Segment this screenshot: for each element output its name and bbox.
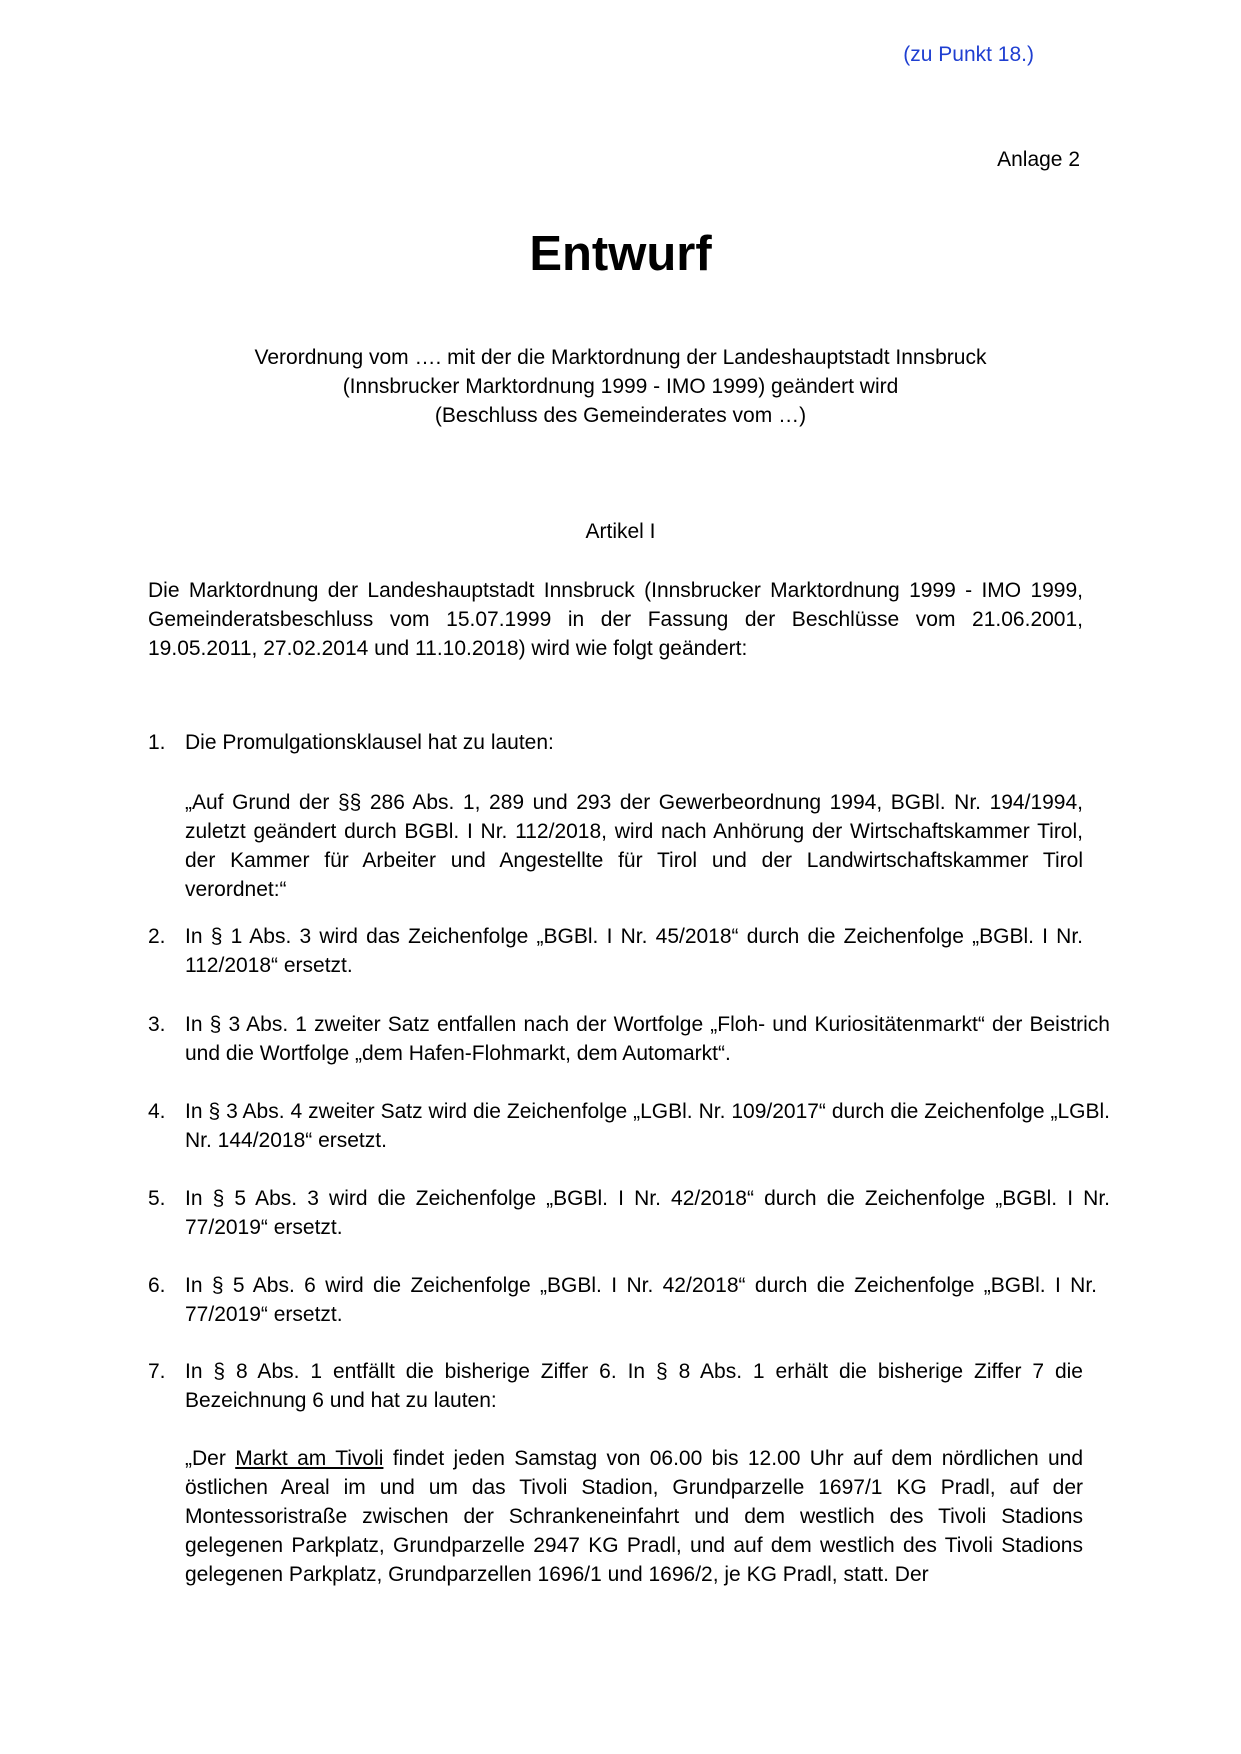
list-item: [148, 1184, 1110, 1242]
list-item: [148, 1097, 1110, 1155]
list-item: [148, 922, 1110, 980]
list-item: [148, 1357, 1110, 1415]
list-item-text: Die Promulgationsklausel hat zu lauten:: [185, 731, 554, 754]
market-quote-text: findet jeden Samstag von 06.00 bis 12.00 Uhr auf dem nördlichen und östlichen Areal im und um das Tivoli Stadion, Grundparzelle 1697/1 KG Pradl, auf der Montessoristraße zwischen der Schrankeneinfahrt und dem westlich des Tivoli Stadions gelegenen Parkplatz, Grundparzelle 2947 KG Pradl, und auf dem westlich des Tivoli Stadions gelegenen Parkplatz, Grundparzellen 1696/1 und 1696/2, je KG Pradl, statt. Der: [185, 1447, 1084, 1586]
list-item-number: 6.: [148, 1274, 166, 1297]
promulgation-quote: „Auf Grund der §§ 286 Abs. 1, 289 und 293 der Gewerbeordnung 1994, BGBl. Nr. 194/1994, zuletzt geändert durch BGBl. I Nr. 112/2018, wird nach Anhörung der Wirtschaftskammer Tirol, der Kammer für Arbeiter und Angestellte für Tirol und der Landwirtschaftskammer Tirol verordnet:“: [185, 791, 1083, 901]
market-quote: [185, 1444, 1083, 1589]
article-intro: Die Marktordnung der Landeshauptstadt Innsbruck (Innsbrucker Marktordnung 1999 - IMO 1999, Gemeinderatsbeschluss vom 15.07.1999 in der Fassung der Beschlüsse vom 21.06.2001, 19.05.2011, 27.02.2014 und 11.10.2018) wird wie folgt geändert:: [148, 579, 1083, 660]
reference-note: (zu Punkt 18.): [903, 43, 1034, 66]
list-item: [148, 728, 1110, 757]
list-item-text: In § 5 Abs. 3 wird die Zeichenfolge „BGBl. I Nr. 42/2018“ durch die Zeichenfolge „BGBl. I Nr. 77/2019“ ersetzt.: [185, 1187, 1110, 1239]
list-item-number: 4.: [148, 1100, 166, 1123]
list-item-text: In § 5 Abs. 6 wird die Zeichenfolge „BGBl. I Nr. 42/2018“ durch die Zeichenfolge „BGBl. I Nr. 77/2019“ ersetzt.: [185, 1274, 1097, 1326]
list-item-number: 1.: [148, 731, 166, 754]
list-item-number: 7.: [148, 1360, 166, 1383]
market-quote-prefix: „Der: [185, 1447, 236, 1470]
article-heading: Artikel I: [585, 520, 656, 543]
list-item-text: In § 3 Abs. 1 zweiter Satz entfallen nach der Wortfolge „Floh- und Kuriositätenmarkt“ der Beistrich und die Wortfolge „dem Hafen-Flohmarkt, dem Automarkt“.: [185, 1013, 1110, 1065]
subtitle: [0, 343, 1241, 430]
list-item-text: In § 3 Abs. 4 zweiter Satz wird die Zeichenfolge „LGBl. Nr. 109/2017“ durch die Zeichenfolge „LGBl. Nr. 144/2018“ ersetzt.: [185, 1100, 1110, 1152]
market-name: Markt am Tivoli: [235, 1447, 384, 1470]
attachment-label: Anlage 2: [997, 148, 1080, 171]
list-item: [148, 1271, 1110, 1329]
subtitle-line-1: Verordnung vom …. mit der die Marktordnung der Landeshauptstadt Innsbruck: [254, 346, 987, 369]
list-item-number: 5.: [148, 1187, 166, 1210]
page-title: Entwurf: [529, 227, 712, 281]
list-item-number: 3.: [148, 1013, 166, 1036]
list-item: [148, 1010, 1110, 1068]
list-item-text: In § 1 Abs. 3 wird das Zeichenfolge „BGBl. I Nr. 45/2018“ durch die Zeichenfolge „BGBl. I Nr. 112/2018“ ersetzt.: [185, 925, 1083, 977]
subtitle-line-2: (Innsbrucker Marktordnung 1999 - IMO 1999) geändert wird: [342, 375, 899, 398]
subtitle-line-3: (Beschluss des Gemeinderates vom …): [434, 404, 807, 427]
list-item-number: 2.: [148, 925, 166, 948]
list-item-text: In § 8 Abs. 1 entfällt die bisherige Ziffer 6. In § 8 Abs. 1 erhält die bisherige Ziffer 7 die Bezeichnung 6 und hat zu lauten:: [185, 1360, 1083, 1412]
